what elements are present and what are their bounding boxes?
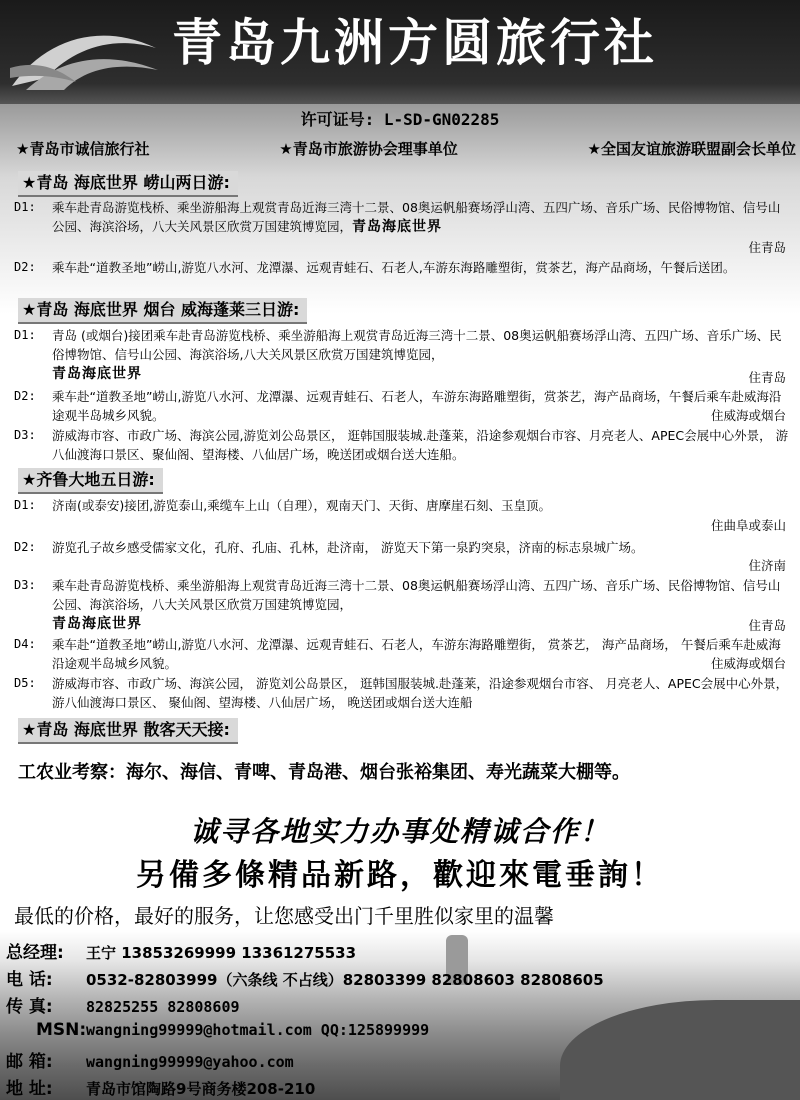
- contact-value: 青岛市馆陶路9号商务楼208-210: [86, 1080, 316, 1098]
- day-text: 乘车赴“道教圣地”崂山,游览八水河、龙潭瀑、远观青蛙石、石老人,车游东海路雕塑街，赏茶艺，海产品商场，午餐后送团。: [52, 260, 736, 275]
- day-label: D3:: [14, 578, 36, 592]
- day-highlight: 青岛海底世界: [52, 616, 142, 632]
- contact-email: [6, 1047, 294, 1072]
- day-stay: 住威海或烟台: [710, 656, 786, 671]
- day-label: D2:: [14, 389, 36, 403]
- itinerary-day: [14, 538, 790, 557]
- itinerary-day: [14, 576, 790, 634]
- day-stay: 住青岛: [748, 370, 786, 385]
- contact-msn: [36, 1020, 429, 1040]
- day-text: 乘车赴“道教圣地”崂山,游览八水河、龙潭瀑、远观青蛙石、石老人，车游东海路雕塑街，赏茶艺，海产品商场，午餐后乘车赴威海沿途观半岛城乡风貌。: [52, 389, 782, 423]
- day-stay: 住济南: [748, 558, 786, 573]
- day-text: 游威海市容、市政广场、海滨公园,游览刘公岛景区， 逛韩国服装城.赴蓬莱，沿途参观烟台市容、月亮老人、APEC会展中心外景， 游八仙渡海口景区、聚仙阁、望海楼、八仙居广场，晚送团或烟台送大连船。: [52, 428, 789, 462]
- day-text: 乘车赴青岛游览栈桥、乘坐游船海上观赏青岛近海三湾十二景、08奥运帆船赛场浮山湾、五四广场、音乐广场、民俗博物馆、信号山公园、海滨浴场，八大关风景区欣赏万国建筑博览园，: [52, 578, 781, 612]
- contact-value: 王宁 13853269999 13361275533: [86, 944, 357, 962]
- honor-item: ★青岛市诚信旅行社: [16, 140, 150, 158]
- wave-logo-icon: [6, 8, 166, 98]
- tour-title: ★青岛 海底世界 崂山两日游:: [18, 171, 238, 197]
- header-banner: [0, 0, 800, 104]
- day-stay: 住威海或烟台: [710, 408, 786, 423]
- day-stay: 住青岛: [748, 240, 786, 255]
- itinerary-day: [14, 674, 790, 712]
- itinerary-day: [14, 496, 790, 515]
- contact-key: 邮 箱:: [6, 1052, 53, 1072]
- contact-phone: [6, 965, 604, 990]
- day-label: D1:: [14, 498, 36, 512]
- contact-value: wangning99999@hotmail.com QQ:125899999: [86, 1021, 430, 1039]
- honor-item: ★青岛市旅游协会理事单位: [279, 140, 458, 158]
- service-motto: 最低的价格，最好的服务，让您感受出门千里胜似家里的温馨: [14, 904, 554, 928]
- day-stay: 住青岛: [748, 618, 786, 633]
- day-highlight: 青岛海底世界: [352, 219, 443, 235]
- day-label: D3:: [14, 428, 36, 442]
- contact-key: 总经理:: [6, 943, 64, 963]
- itinerary-day: [14, 326, 790, 384]
- day-text: 乘车赴青岛游览栈桥、乘坐游船海上观赏青岛近海三湾十二景、08奥运帆船赛场浮山湾、五四广场、音乐广场、民俗博物馆、信号山公园、海滨浴场，八大关风景区欣赏万国建筑博览园，: [52, 200, 781, 234]
- contact-value: 0532-82803999（六条线 不占线）82803399 82808603 82808605: [86, 971, 604, 989]
- day-label: D1:: [14, 328, 36, 342]
- day-text: 青岛 (或烟台)接团乘车赴青岛游览栈桥、乘坐游船海上观赏青岛近海三湾十二景、08奥运帆船赛场浮山湾、五四广场、音乐广场、民俗博物馆、信号山公园、海滨浴场,八大关风景区欣赏万国建筑博览园，: [52, 328, 782, 362]
- day-stay: 住曲阜或泰山: [710, 518, 786, 533]
- day-text: 济南(或泰安)接团,游览泰山,乘缆车上山（自理），观南天门、天街、唐摩崖石刻、玉皇顶。: [52, 498, 551, 513]
- contact-manager: [6, 938, 356, 963]
- slogan-routes: 另備多條精品新路，歡迎來電垂詢！: [136, 858, 664, 893]
- day-label: D1:: [14, 200, 36, 214]
- industry-tour: 工农业考察：海尔、海信、青啤、青岛港、烟台张裕集团、寿光蔬菜大棚等。: [18, 762, 630, 783]
- license-number: 许可证号: L-SD-GN02285: [300, 110, 500, 129]
- contact-value: 82825255 82808609: [86, 998, 240, 1016]
- itinerary-day: [14, 258, 790, 277]
- day-text: 游览孔子故乡感受儒家文化，孔府、孔庙、孔林，赴济南， 游览天下第一泉趵突泉，济南的标志泉城广场。: [52, 540, 644, 555]
- contact-key: 地 址:: [6, 1079, 53, 1099]
- contact-address: [6, 1074, 315, 1099]
- day-label: D5:: [14, 676, 36, 690]
- tour-title: ★齐鲁大地五日游:: [18, 468, 163, 494]
- tour-title: ★青岛 海底世界 烟台 威海蓬莱三日游:: [18, 298, 307, 324]
- day-label: D4:: [14, 637, 36, 651]
- day-highlight: 青岛海底世界: [52, 366, 142, 382]
- day-label: D2:: [14, 540, 36, 554]
- itinerary-day: [14, 426, 790, 464]
- itinerary-day: [14, 635, 790, 673]
- contact-key: 电 话:: [6, 970, 53, 990]
- contact-fax: [6, 992, 240, 1017]
- contact-value: wangning99999@yahoo.com: [86, 1053, 294, 1071]
- day-text: 游威海市容、市政广场、海滨公园， 游览刘公岛景区， 逛韩国服装城.赴蓬莱，沿途参观烟台市容、 月亮老人、APEC会展中心外景， 游八仙渡海口景区、 聚仙阁、望海楼、八仙居广场， 晚送团或烟台送大连船: [52, 676, 789, 710]
- itinerary-day: [14, 198, 790, 237]
- contact-key: 传 真:: [6, 997, 53, 1017]
- slogan-partner: 诚寻各地实力办事处精诚合作！: [189, 815, 610, 848]
- company-name: 青岛九洲方圆旅行社: [172, 13, 658, 72]
- itinerary-day: [14, 387, 790, 425]
- honor-item: ★全国友谊旅游联盟副会长单位: [587, 140, 796, 158]
- contact-key: MSN:: [36, 1020, 87, 1040]
- day-label: D2:: [14, 260, 36, 274]
- day-text: 乘车赴“道教圣地”崂山,游览八水河、龙潭瀑、远观青蛙石、石老人，车游东海路雕塑街， 赏茶艺， 海产品商场， 午餐后乘车赴威海沿途观半岛城乡风貌。: [52, 637, 781, 671]
- tour-title: ★青岛 海底世界 散客天天接:: [18, 718, 238, 744]
- honors-row: [16, 138, 796, 159]
